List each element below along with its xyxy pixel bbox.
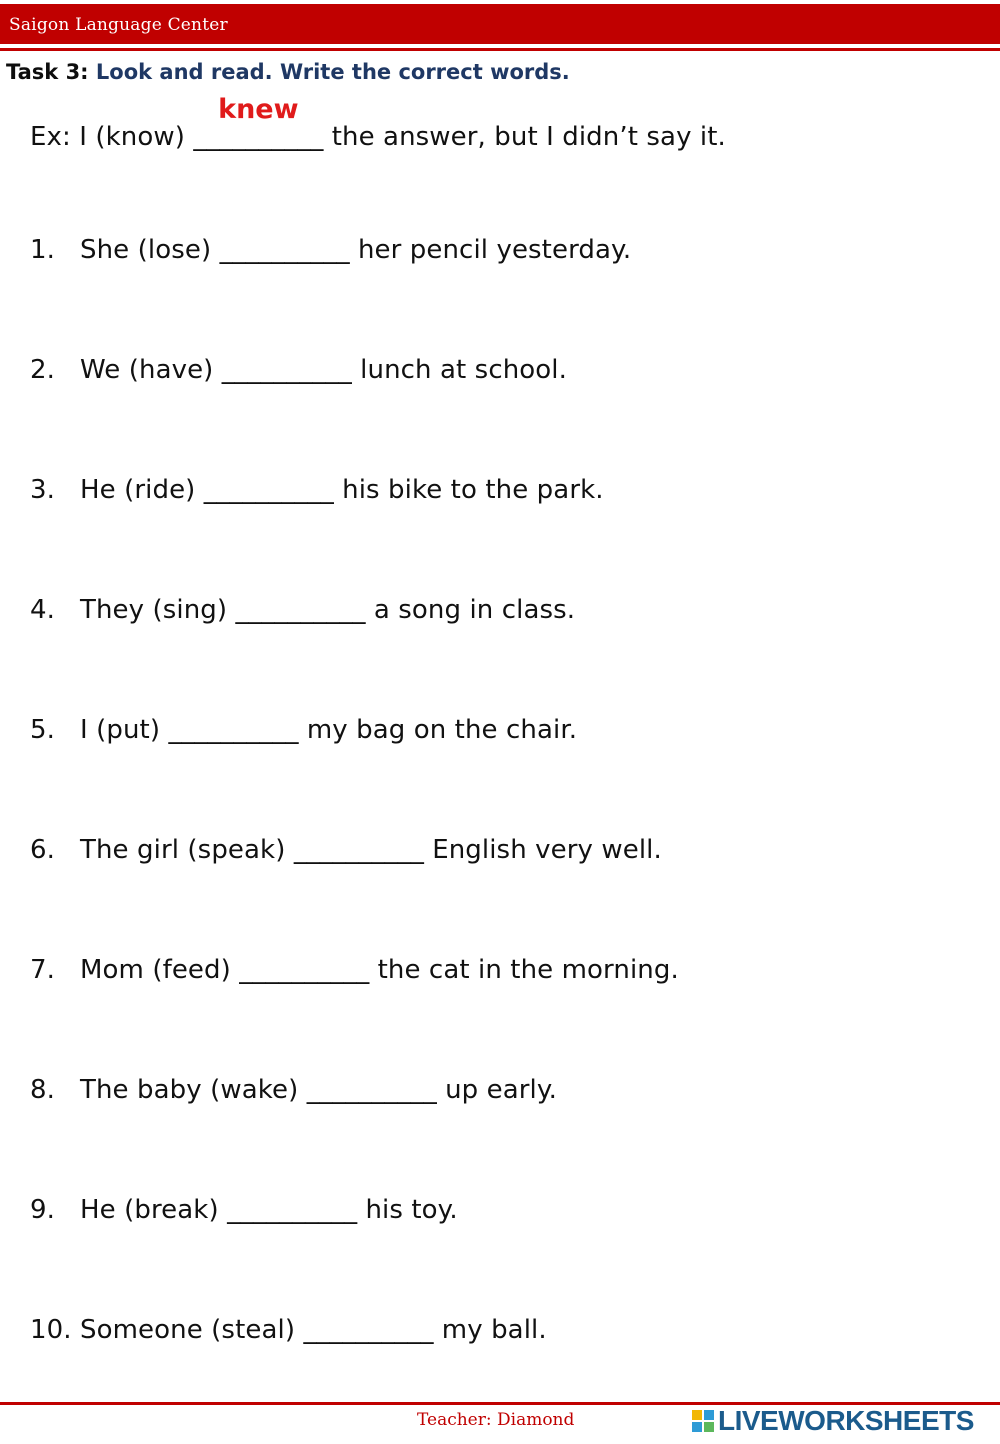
example-prefix: Ex: I (know) xyxy=(30,122,194,152)
header-divider xyxy=(0,48,1000,51)
answer-blank[interactable]: __________ xyxy=(239,955,370,985)
question-7 xyxy=(30,955,679,985)
example-blank-line: __________ xyxy=(193,122,324,152)
question-suffix: his toy. xyxy=(357,1195,458,1225)
question-suffix: the cat in the morning. xyxy=(369,955,679,985)
question-number: 2. xyxy=(30,355,56,385)
task-title xyxy=(6,60,570,84)
answer-blank[interactable]: __________ xyxy=(306,1075,437,1105)
example-sentence xyxy=(30,94,726,152)
question-number: 9. xyxy=(30,1195,56,1225)
question-8 xyxy=(30,1075,557,1105)
answer-blank[interactable]: __________ xyxy=(303,1315,434,1345)
question-prefix: They (sing) xyxy=(80,595,236,625)
brand-name: LIVEWORKSHEETS xyxy=(718,1405,974,1436)
teacher-name: Teacher: Diamond xyxy=(417,1410,575,1430)
answer-blank[interactable]: __________ xyxy=(227,1195,358,1225)
question-prefix: He (break) xyxy=(80,1195,228,1225)
question-2 xyxy=(30,355,567,385)
question-suffix: English very well. xyxy=(423,835,662,865)
question-prefix: Someone (steal) xyxy=(80,1315,304,1345)
answer-blank[interactable]: __________ xyxy=(168,715,299,745)
question-9 xyxy=(30,1195,458,1225)
question-number: 4. xyxy=(30,595,56,625)
example-blank xyxy=(193,94,324,152)
center-name: Saigon Language Center xyxy=(9,15,228,35)
question-1 xyxy=(30,235,631,265)
question-5 xyxy=(30,715,577,745)
question-number: 1. xyxy=(30,235,56,265)
question-prefix: The baby (wake) xyxy=(80,1075,307,1105)
question-prefix: She (lose) xyxy=(80,235,220,265)
task-instruction: Look and read. Write the correct words. xyxy=(95,60,570,84)
liveworksheets-logo-icon xyxy=(692,1410,714,1432)
example-answer: knew xyxy=(218,94,299,125)
question-10 xyxy=(30,1315,547,1345)
question-suffix: up early. xyxy=(436,1075,558,1105)
question-suffix: her pencil yesterday. xyxy=(349,235,632,265)
question-6 xyxy=(30,835,662,865)
question-3 xyxy=(30,475,604,505)
answer-blank[interactable]: __________ xyxy=(293,835,424,865)
answer-blank[interactable]: __________ xyxy=(235,595,366,625)
liveworksheets-brand[interactable] xyxy=(692,1404,974,1438)
question-suffix: my ball. xyxy=(433,1315,547,1345)
question-suffix: my bag on the chair. xyxy=(298,715,578,745)
answer-blank[interactable]: __________ xyxy=(221,355,352,385)
question-prefix: Mom (feed) xyxy=(80,955,240,985)
header-bar xyxy=(0,4,1000,44)
question-number: 8. xyxy=(30,1075,56,1105)
question-number: 3. xyxy=(30,475,56,505)
question-prefix: He (ride) xyxy=(80,475,204,505)
question-number: 7. xyxy=(30,955,56,985)
question-suffix: his bike to the park. xyxy=(333,475,604,505)
example-suffix: the answer, but I didn’t say it. xyxy=(323,122,726,152)
question-number: 6. xyxy=(30,835,56,865)
task-label: Task 3: xyxy=(6,60,96,84)
answer-blank[interactable]: __________ xyxy=(203,475,334,505)
question-suffix: lunch at school. xyxy=(351,355,567,385)
answer-blank[interactable]: __________ xyxy=(219,235,350,265)
question-number: 10. xyxy=(30,1315,72,1345)
question-prefix: The girl (speak) xyxy=(80,835,294,865)
question-prefix: I (put) xyxy=(80,715,169,745)
question-4 xyxy=(30,595,575,625)
question-prefix: We (have) xyxy=(80,355,222,385)
question-suffix: a song in class. xyxy=(365,595,576,625)
question-number: 5. xyxy=(30,715,56,745)
